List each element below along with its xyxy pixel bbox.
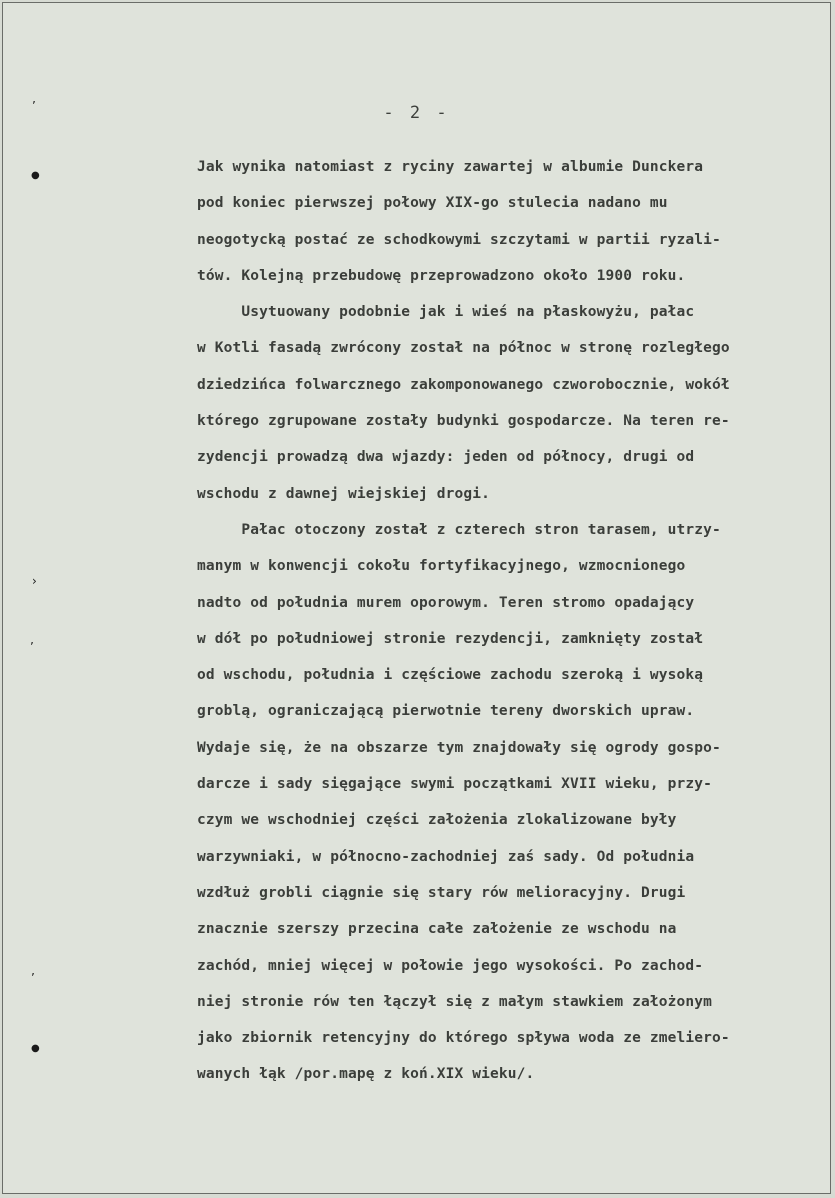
text-line: neogotycką postać ze schodkowymi szczytami w partii ryzali- (197, 231, 721, 248)
margin-mark-icon: ● (31, 170, 40, 181)
text-line: tów. Kolejną przebudowę przeprowadzono około 1900 roku. (197, 267, 686, 284)
text-line: groblą, ograniczającą pierwotnie tereny dworskich upraw. (197, 703, 695, 720)
text-line: czym we wschodniej części założenia zlokalizowane były (197, 812, 677, 829)
text-line: nadto od południa murem oporowym. Teren stromo opadający (197, 594, 695, 611)
page-number: - 2 - (383, 103, 450, 123)
margin-mark-icon: ’ (31, 971, 35, 985)
margin-mark-icon: › (32, 574, 37, 588)
text-line: znacznie szerszy przecina całe założenie ze wschodu na (197, 921, 677, 938)
text-line: od wschodu, południa i częściowe zachodu szeroką i wysoką (197, 667, 704, 684)
text-line: w dół po południowej stronie rezydencji, zamknięty został (197, 630, 704, 647)
text-line: zydencji prowadzą dwa wjazdy: jeden od północy, drugi od (197, 449, 695, 466)
body-text (197, 149, 817, 1093)
document-page (2, 2, 831, 1194)
text-line: wanych łąk /por.mapę z koń.XIX wieku/. (197, 1066, 535, 1083)
text-line: niej stronie rów ten łączył się z małym stawkiem założonym (197, 993, 713, 1010)
text-line: jako zbiornik retencyjny do którego spływa woda ze zmeliero- (197, 1030, 730, 1047)
text-line: zachód, mniej więcej w połowie jego wysokości. Po zachod- (197, 957, 704, 974)
text-line: którego zgrupowane zostały budynki gospodarcze. Na teren re- (197, 413, 730, 430)
margin-mark-icon: ’ (30, 640, 34, 654)
text-line: wschodu z dawnej wiejskiej drogi. (197, 485, 491, 502)
text-line: w Kotli fasadą zwrócony został na północ w stronę rozległego (197, 340, 730, 357)
text-line: pod koniec pierwszej połowy XIX-go stulecia nadano mu (197, 195, 668, 212)
text-line: darcze i sady sięgające swymi początkami XVII wieku, przy- (197, 776, 713, 793)
text-line: Jak wynika natomiast z ryciny zawartej w albumie Dunckera (197, 159, 704, 175)
text-line: dziedzińca folwarcznego zakomponowanego czworobocznie, wokół (197, 376, 730, 393)
margin-mark-icon: ’ (32, 99, 36, 113)
text-line: Wydaje się, że na obszarze tym znajdowały się ogrody gospo- (197, 739, 721, 756)
margin-mark-icon: ● (31, 1043, 40, 1054)
text-line: Pałac otoczony został z czterech stron tarasem, utrzy- (197, 521, 721, 538)
text-line: Usytuowany podobnie jak i wieś na płaskowyżu, pałac (197, 304, 695, 321)
text-line: warzywniaki, w północno-zachodniej zaś sady. Od południa (197, 848, 695, 865)
text-line: wzdłuż grobli ciągnie się stary rów melioracyjny. Drugi (197, 884, 686, 901)
text-line: manym w konwencji cokołu fortyfikacyjnego, wzmocnionego (197, 558, 686, 575)
